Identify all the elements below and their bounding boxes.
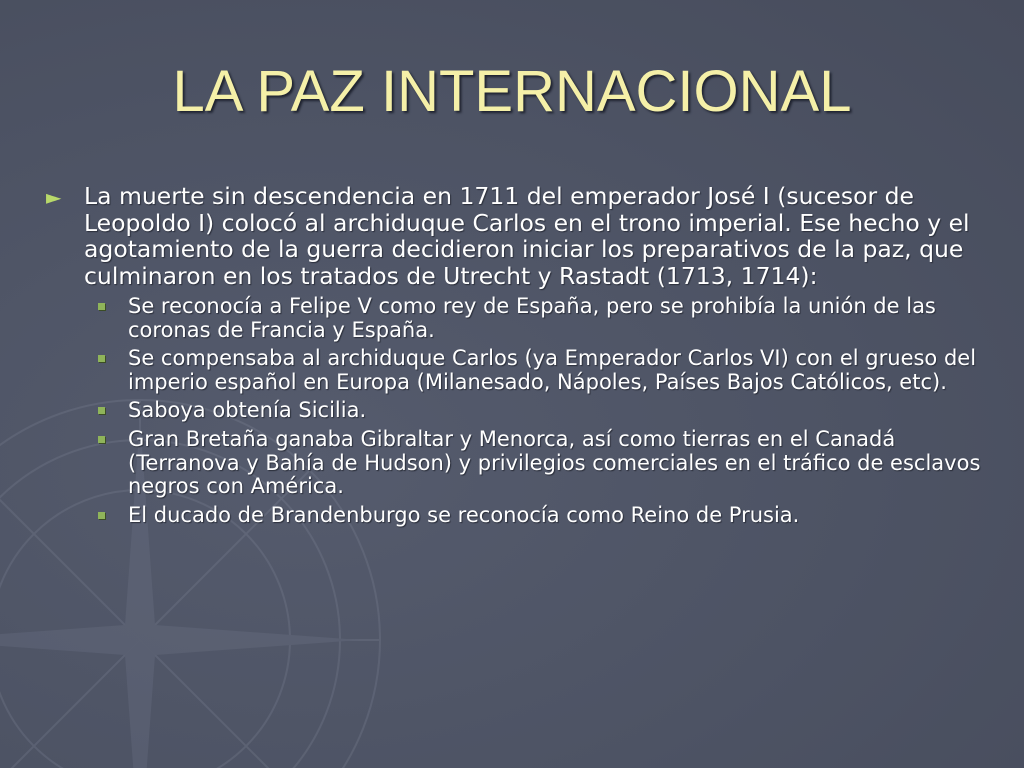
list-item [84,399,990,423]
main-bullet-text: La muerte sin descendencia en 1711 del emperador José I (sucesor de Leopoldo I) colocó al archiduque Carlos en el trono imperial. Ese hecho y el agotamiento de la guerra decidieron iniciar los preparativos de la paz, que culminaron en los tratados de Utrecht y Rastadt (1713, 1714): [84,182,970,290]
list-item [84,295,990,342]
square-bullet-icon [84,504,128,528]
sub-bullet-text: Saboya obtenía Sicilia. [128,398,367,422]
list-item [84,347,990,394]
square-bullet-icon [84,295,128,319]
sub-bullet-text: Gran Bretaña ganaba Gibraltar y Menorca, así como tierras en el Canadá (Terranova y Bahía de Hudson) y privilegios comerciales en el tráfico de esclavos negros con América. [128,427,981,498]
list-item [84,428,990,499]
sub-bullet-list [40,295,990,528]
list-item [84,504,990,528]
square-bullet-icon [84,399,128,423]
slide-title: LA PAZ INTERNACIONAL [172,59,852,124]
square-bullet-icon [84,428,128,452]
square-bullet-icon [84,347,128,371]
sub-bullet-text: Se compensaba al archiduque Carlos (ya Emperador Carlos VI) con el grueso del imperio español en Europa (Milanesado, Nápoles, Países Bajos Católicos, etc). [128,346,977,394]
slide-content [40,183,990,533]
sub-bullet-text: Se reconocía a Felipe V como rey de España, pero se prohibía la unión de las coronas de Francia y España. [128,294,936,342]
main-bullet-item [40,183,990,289]
triangle-right-icon: ► [46,185,62,209]
sub-bullet-text: El ducado de Brandenburgo se reconocía como Reino de Prusia. [128,502,800,527]
